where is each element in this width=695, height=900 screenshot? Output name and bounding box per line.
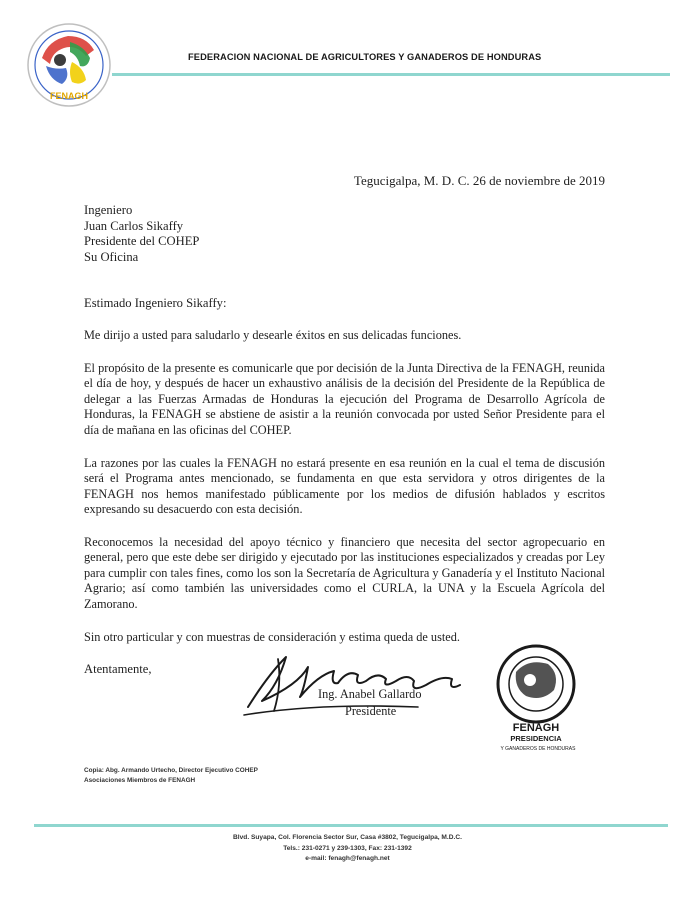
seal-bottom-text: Y GANADEROS DE HONDURAS [500, 746, 576, 752]
recipient-block [84, 203, 199, 265]
copy-line: Asociaciones Miembros de FENAGH [84, 777, 196, 784]
paragraph: Me dirijo a usted para saludarlo y desearle éxitos en sus delicadas funciones. [84, 328, 462, 342]
seal-sublabel: PRESIDENCIA [510, 734, 562, 743]
footer-rule [34, 824, 668, 827]
org-name: FEDERACION NACIONAL DE AGRICULTORES Y GANADEROS DE HONDURAS [188, 52, 542, 62]
paragraph: Sin otro particular y con muestras de consideración y estima queda de usted. [84, 630, 460, 644]
recipient-line: Ingeniero [84, 203, 133, 217]
footer-email: e-mail: fenagh@fenagh.net [305, 855, 390, 862]
paragraph: Reconocemos la necesidad del apoyo técnico y financiero que necesita del sector agropecuario en general, pero que este debe ser dirigido y ejecutado por las instituciones especializados y creadas por Ley para cumplir con tales fines, como los son la Secretaría de Agricultura y Ganadería y el Instituto Nacional Agrario; así como también las universidades como el CURLA, la UNA y la Escuela Agrícola del Zamorano. [84, 535, 605, 611]
copy-line: Copia: Abg. Armando Urtecho, Director Ejecutivo COHEP [84, 767, 258, 774]
paragraph: La razones por las cuales la FENAGH no estará presente en esa reunión en la cual el tema de discusión será el Programa antes mencionado, se fundamenta en que esta servidora y otros dirigentes de la FENAGH nos hemos manifestado públicamente por los medios de difusión hablados y escritos expresando su desacuerdo con esta decisión. [84, 456, 605, 517]
fenagh-logo-icon [26, 22, 112, 108]
logo-label: FENAGH [50, 91, 88, 101]
footer-address: Blvd. Suyapa, Col. Florencia Sector Sur, Casa #3802, Tegucigalpa, M.D.C. [233, 834, 462, 841]
recipient-line: Presidente del COHEP [84, 234, 200, 248]
signer-name: Ing. Anabel Gallardo [318, 687, 422, 701]
paragraph: El propósito de la presente es comunicarle que por decisión de la Junta Directiva de la FENAGH, reunida el día de hoy, y después de hacer un exhaustivo análisis de la decisión del Presidente de la República de delegar a las Fuerzas Armadas de Honduras la ejecución del Programa de Desarrollo Agrícola de Honduras, la FENAGH se abstiene de asistir a la reunión convocada por usted Señor Presidente para el día de mañana en las oficinas del COHEP. [84, 361, 605, 437]
closing: Atentamente, [84, 662, 152, 676]
salutation: Estimado Ingeniero Sikaffy: [84, 296, 227, 310]
fenagh-seal-icon [472, 644, 604, 752]
recipient-line: Su Oficina [84, 249, 139, 264]
footer [0, 833, 695, 865]
seal-label: FENAGH [512, 722, 560, 734]
letter-date: Tegucigalpa, M. D. C. 26 de noviembre de 2019 [353, 173, 605, 188]
signer-title: Presidente [345, 704, 397, 718]
copies-block [84, 766, 258, 786]
footer-phones: Tels.: 231-0271 y 239-1303, Fax: 231-1392 [283, 844, 412, 852]
recipient-line: Juan Carlos Sikaffy [84, 218, 184, 233]
header-rule [112, 73, 670, 76]
